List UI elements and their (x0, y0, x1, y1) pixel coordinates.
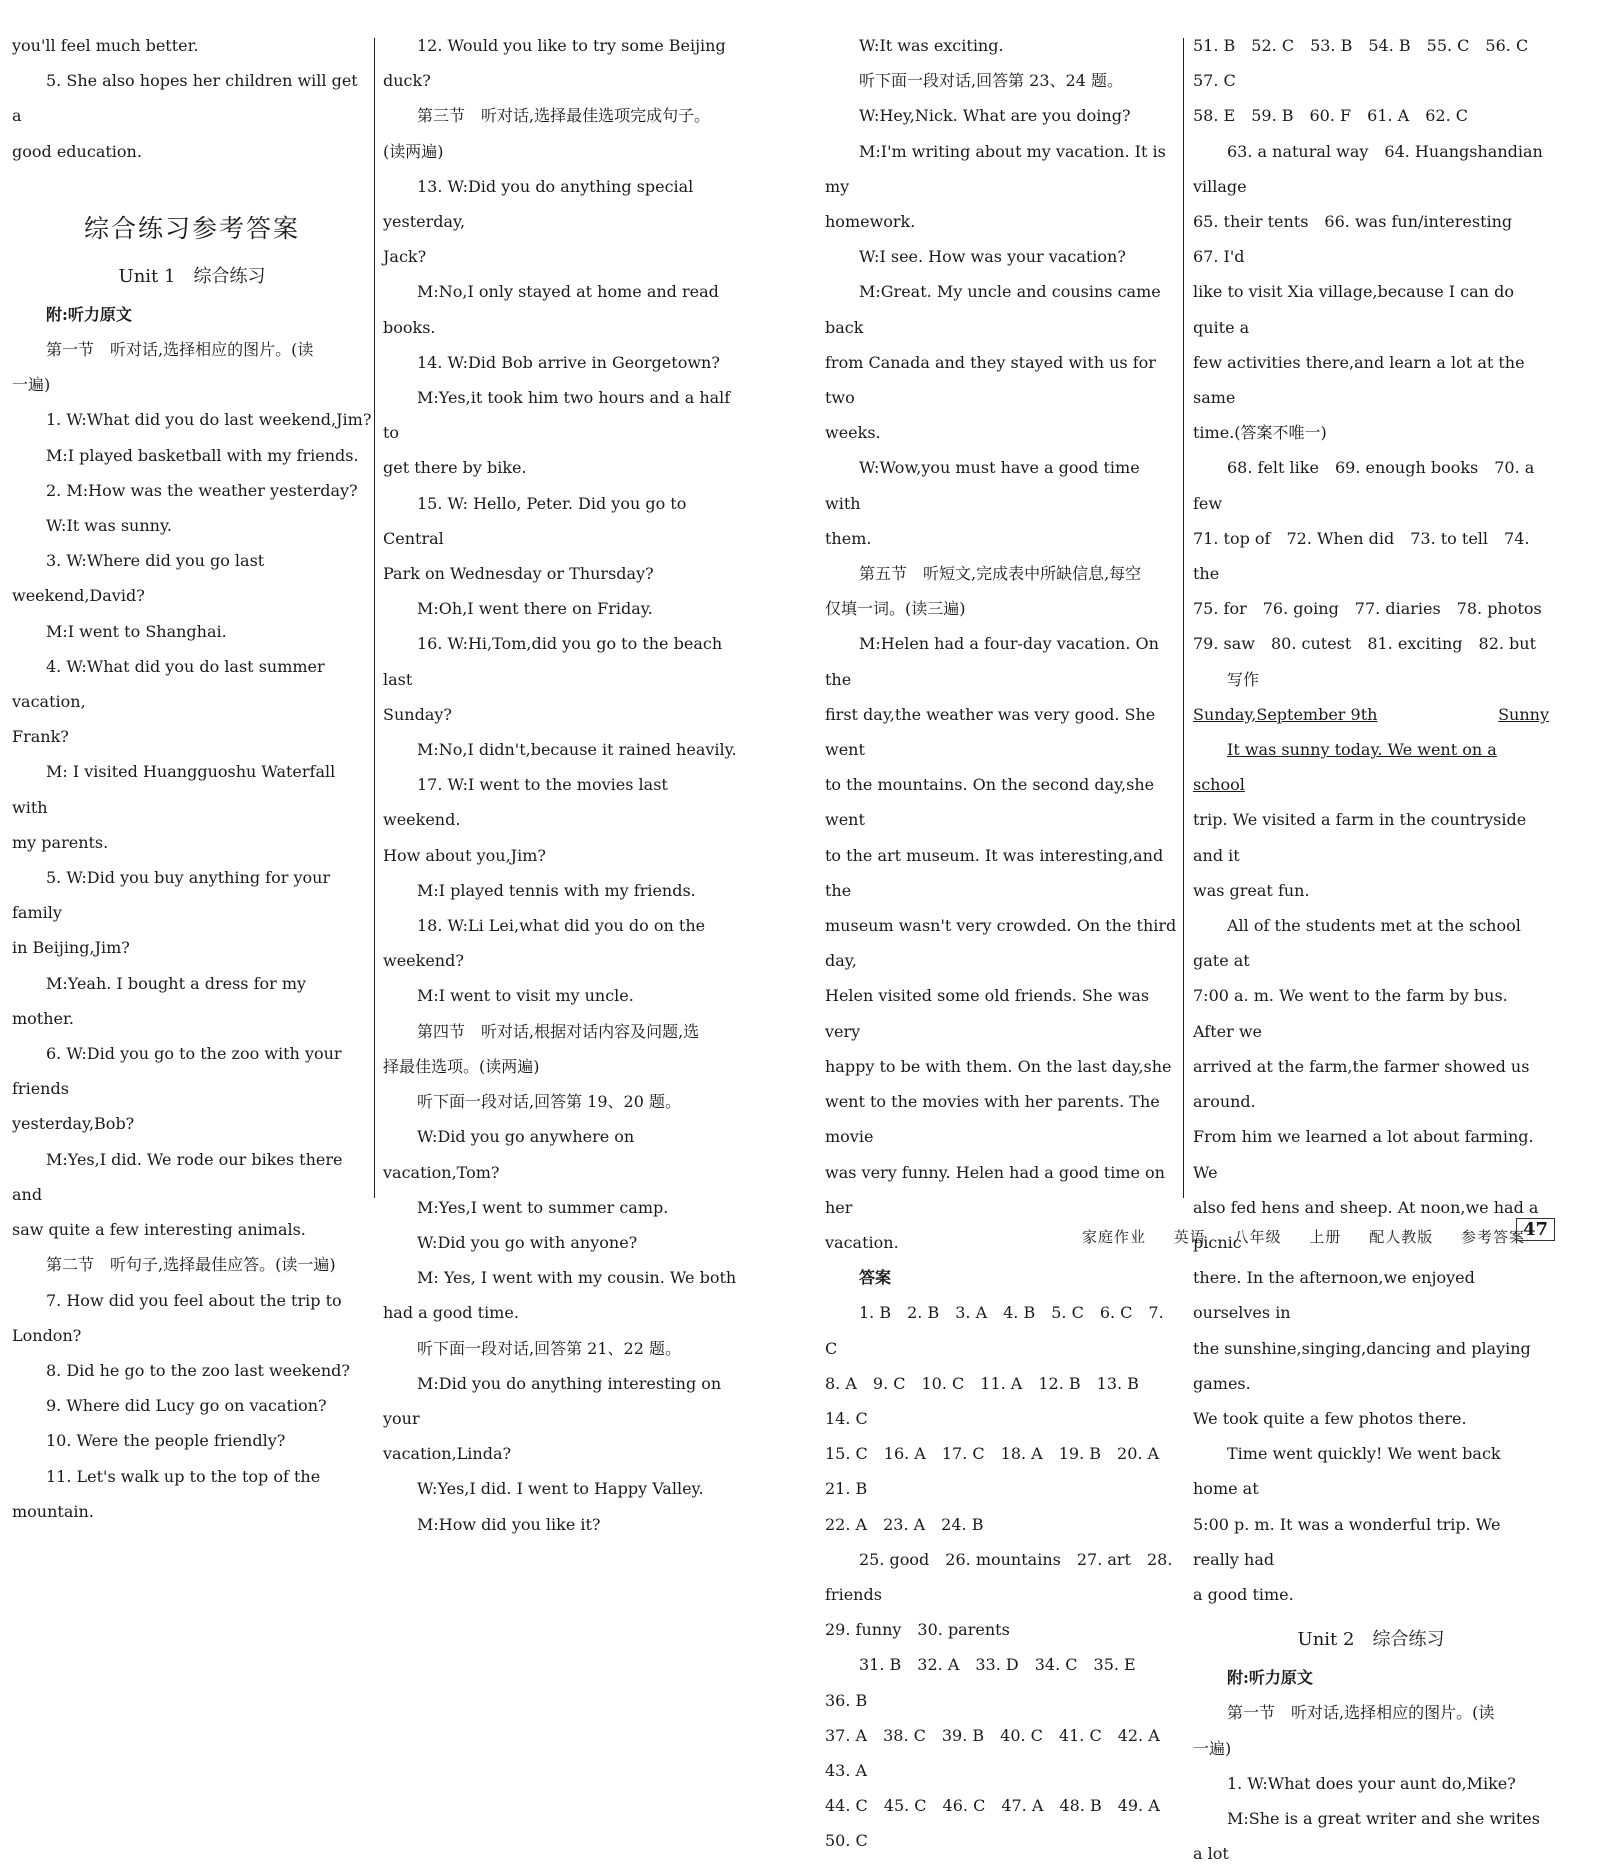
text-line: W:It was sunny. (46, 516, 172, 536)
text-line: 22. A 23. A 24. B (825, 1514, 984, 1534)
footer-item: 八年级 (1233, 1228, 1282, 1246)
text-line: M:I went to visit my uncle. (417, 986, 634, 1006)
text-line: W:Did you go anywhere on vacation,Tom? (383, 1127, 635, 1182)
text-line: 7. How did you feel about the trip to London? (12, 1290, 342, 1345)
text-line: 择最佳选项。(读两遍) (383, 1056, 540, 1076)
text-line: from Canada and they stayed with us for two (825, 352, 1156, 408)
text-line: to the art museum. It was interesting,and the (825, 845, 1164, 900)
text-line: How about you,Jim? (383, 845, 546, 865)
text-line: Frank? (12, 727, 69, 747)
text-line: 6. W:Did you go to the zoo with your friends (12, 1044, 342, 1099)
text-line: M:Helen had a four-day vacation. On the (825, 634, 1159, 689)
text-line: also fed hens and sheep. At noon,we had a picnic (1193, 1197, 1539, 1252)
page-footer (1082, 1226, 1547, 1247)
text-line: M:No,I only stayed at home and read books. (383, 282, 719, 337)
text-line: saw quite a few interesting animals. (12, 1220, 306, 1240)
text-line: 29. funny 30. parents (825, 1620, 1010, 1640)
text-line: 8. A 9. C 10. C 11. A 12. B 13. B 14. C (825, 1373, 1155, 1428)
text-line: vacation. (825, 1232, 899, 1252)
text-line: 4. W:What did you do last summer vacation, (12, 656, 325, 712)
text-line: M:I played tennis with my friends. (417, 880, 696, 900)
text-line: 51. B 52. C 53. B 54. B 55. C 56. C 57. C (1193, 36, 1545, 91)
text-line: M: Yes, I went with my cousin. We both (417, 1268, 737, 1288)
text-line: 听下面一段对话,回答第 19、20 题。 (417, 1092, 681, 1112)
page-number: 47 (1516, 1218, 1555, 1241)
text-line: Sunday? (383, 704, 452, 724)
text-line: 15. C 16. A 17. C 18. A 19. B 20. A 21. B (825, 1444, 1176, 1499)
text-line: M:Yes,I did. We rode our bikes there and (12, 1149, 343, 1204)
text-line: 综合练习参考答案 (83, 213, 300, 243)
text-line: good education. (12, 141, 142, 161)
text-line: few activities there,and learn a lot at the same (1193, 352, 1525, 408)
text-line: first day,the weather was very good. She went (825, 704, 1156, 760)
text-line: M:I'm writing about my vacation. It is my (825, 141, 1166, 196)
text-line: M:Yes,it took him two hours and a half to (383, 388, 731, 443)
text-line: 7:00 a. m. We went to the farm by bus. After we (1193, 986, 1508, 1041)
text-line: W:It was exciting. (859, 36, 1004, 55)
text-line: time.(答案不唯一) (1193, 423, 1327, 443)
text-line: All of the students met at the school gate at (1193, 916, 1521, 971)
text-line: to the mountains. On the second day,she went (825, 775, 1155, 830)
text-line: 12. Would you like to try some Beijing duck? (383, 36, 726, 91)
text-line: museum wasn't very crowded. On the third day, (825, 916, 1177, 971)
text-line: 1. W:What does your aunt do,Mike? (1227, 1773, 1516, 1793)
text-line: W:Did you go with anyone? (417, 1232, 638, 1252)
text-line: 15. W: Hello, Peter. Did you go to Central (383, 493, 687, 548)
footer-item: 配人教版 (1369, 1228, 1434, 1246)
text-line: 16. W:Hi,Tom,did you go to the beach last (383, 634, 723, 689)
text-line: W:I see. How was your vacation? (859, 247, 1126, 267)
text-line: 第四节 听对话,根据对话内容及问题,选 (417, 1021, 700, 1041)
text-line: Time went quickly! We went back home at (1193, 1444, 1501, 1499)
text-line: a good time. (1193, 1584, 1294, 1604)
diary-weather: Sunny (1498, 704, 1549, 724)
text-line: Helen visited some old friends. She was very (825, 986, 1150, 1041)
text-line: Unit 2 综合练习 (1297, 1629, 1445, 1651)
text-line: 5. W:Did you buy anything for your family (12, 868, 331, 923)
column-divider (374, 38, 375, 1198)
text-line: 17. W:I went to the movies last weekend. (383, 775, 668, 830)
text-line: 2. M:How was the weather yesterday? (46, 480, 358, 500)
text-line: 10. Were the people friendly? (46, 1431, 286, 1451)
text-line: 79. saw 80. cutest 81. exciting 82. but (1193, 634, 1537, 654)
text-line: happy to be with them. On the last day,she (825, 1056, 1172, 1076)
text-line: From him we learned a lot about farming. We (1193, 1127, 1534, 1182)
footer-item: 英语 (1173, 1228, 1206, 1246)
text-line: 5. She also hopes her children will get a (12, 71, 358, 126)
text-line: 第三节 听对话,选择最佳选项完成句子。 (417, 106, 711, 126)
text-line: the sunshine,singing,dancing and playing games. (1193, 1338, 1531, 1393)
text-line: M:Yes,I went to summer camp. (417, 1197, 669, 1217)
text-line: arrived at the farm,the farmer showed us around. (1193, 1056, 1530, 1112)
text-line: Jack? (383, 247, 427, 267)
text-line: M:How did you like it? (417, 1514, 601, 1534)
text-line: 附:听力原文 (46, 304, 132, 324)
text-line: 68. felt like 69. enough books 70. a few (1193, 458, 1535, 513)
text-line: 一遍) (12, 375, 51, 395)
text-line: get there by bike. (383, 458, 527, 478)
text-line: 第二节 听句子,选择最佳应答。(读一遍) (46, 1255, 336, 1275)
text-line: you'll feel much better. (12, 36, 199, 55)
text-line: went to the movies with her parents. The movie (825, 1092, 1160, 1147)
text-line: Park on Wednesday or Thursday? (383, 564, 654, 584)
text-line: yesterday,Bob? (12, 1114, 135, 1134)
text-line: M: I visited Huangguoshu Waterfall with (12, 762, 336, 817)
text-line: trip. We visited a farm in the countryside and it (1193, 810, 1527, 865)
text-line: had a good time. (383, 1303, 519, 1323)
text-line: 8. Did he go to the zoo last weekend? (46, 1360, 350, 1380)
text-line: 63. a natural way 64. Huangshandian village (1193, 141, 1543, 196)
footer-item: 参考答案 (1460, 1228, 1525, 1246)
text-line: there. In the afternoon,we enjoyed ourselves in (1193, 1268, 1475, 1323)
text-line: M:Yeah. I bought a dress for my mother. (12, 973, 307, 1028)
text-line: 65. their tents 66. was fun/interesting 67. I'd (1193, 212, 1529, 267)
text-line: 13. W:Did you do anything special yesterday, (383, 176, 694, 232)
text-line: weeks. (825, 423, 881, 443)
text-line: (读两遍) (383, 141, 444, 161)
text-line (1193, 697, 1549, 732)
text-line: Unit 1 综合练习 (118, 265, 266, 287)
text-line: 75. for 76. going 77. diaries 78. photos (1193, 599, 1542, 619)
text-line: 5:00 p. m. It was a wonderful trip. We really had (1193, 1514, 1501, 1569)
text-line: 25. good 26. mountains 27. art 28. friends (825, 1549, 1173, 1604)
text-line: 3. W:Where did you go last weekend,David? (12, 551, 265, 606)
text-line: 11. Let's walk up to the top of the mountain. (12, 1466, 321, 1521)
footer-item: 上册 (1309, 1228, 1342, 1246)
text-line: 第一节 听对话,选择相应的图片。(读 (1227, 1703, 1495, 1723)
text-line: 1. B 2. B 3. A 4. B 5. C 6. C 7. C (825, 1303, 1164, 1358)
text-line: 仅填一词。(读三遍) (825, 599, 966, 619)
text-line: 附:听力原文 (1227, 1668, 1313, 1688)
text-line: 听下面一段对话,回答第 23、24 题。 (859, 71, 1123, 91)
footer-item: 家庭作业 (1082, 1228, 1147, 1246)
text-line: M:No,I didn't,because it rained heavily. (417, 740, 737, 760)
text-line: 71. top of 72. When did 73. to tell 74. the (1193, 528, 1530, 584)
diary-date: Sunday,September 9th (1193, 704, 1378, 724)
text-line: vacation,Linda? (383, 1444, 512, 1464)
text-line: in Beijing,Jim? (12, 938, 130, 958)
text-line: 44. C 45. C 46. C 47. A 48. B 49. A 50. C (825, 1796, 1176, 1851)
text-line: 听下面一段对话,回答第 21、22 题。 (417, 1338, 681, 1358)
text-line: my parents. (12, 832, 109, 852)
text-line: homework. (825, 212, 916, 232)
column-3 (825, 28, 1177, 1859)
text-line: 31. B 32. A 33. D 34. C 35. E 36. B (825, 1655, 1152, 1710)
text-line: M:Did you do anything interesting on your (383, 1373, 722, 1428)
text-line: 58. E 59. B 60. F 61. A 62. C (1193, 106, 1468, 126)
text-line: 第一节 听对话,选择相应的图片。(读 (46, 340, 314, 360)
text-line: 一遍) (1193, 1738, 1232, 1758)
text-line: like to visit Xia village,because I can do quite a (1193, 282, 1514, 337)
text-line: 9. Where did Lucy go on vacation? (46, 1396, 327, 1416)
text-line: 18. W:Li Lei,what did you do on the weekend? (383, 916, 706, 971)
text-line: them. (825, 528, 872, 548)
text-line: 写作 (1227, 669, 1260, 689)
column-2 (383, 28, 743, 1542)
text-line: It was sunny today. We went on a school (1193, 740, 1497, 795)
column-4 (1193, 28, 1549, 1871)
text-line: M:Great. My uncle and cousins came back (825, 282, 1161, 337)
text-line: 第五节 听短文,完成表中所缺信息,每空 (859, 564, 1142, 584)
column-divider (1183, 38, 1184, 1198)
text-line: 答案 (859, 1268, 892, 1288)
text-line: was great fun. (1193, 880, 1310, 900)
text-line: W:Wow,you must have a good time with (825, 458, 1140, 513)
text-line: 1. W:What did you do last weekend,Jim? (46, 410, 372, 430)
text-line: M:I went to Shanghai. (46, 621, 227, 641)
text-line: We took quite a few photos there. (1193, 1408, 1467, 1428)
text-line: M:She is a great writer and she writes a lot (1193, 1808, 1540, 1864)
text-line: 14. W:Did Bob arrive in Georgetown? (417, 352, 720, 372)
text-line: was very funny. Helen had a good time on her (825, 1162, 1165, 1217)
text-line: W:Yes,I did. I went to Happy Valley. (417, 1479, 704, 1499)
column-1 (12, 28, 372, 1529)
text-line: W:Hey,Nick. What are you doing? (859, 106, 1131, 126)
text-line: 37. A 38. C 39. B 40. C 41. C 42. A 43. A (825, 1725, 1176, 1780)
text-line: M:I played basketball with my friends. (46, 445, 359, 465)
text-line: M:Oh,I went there on Friday. (417, 599, 653, 619)
